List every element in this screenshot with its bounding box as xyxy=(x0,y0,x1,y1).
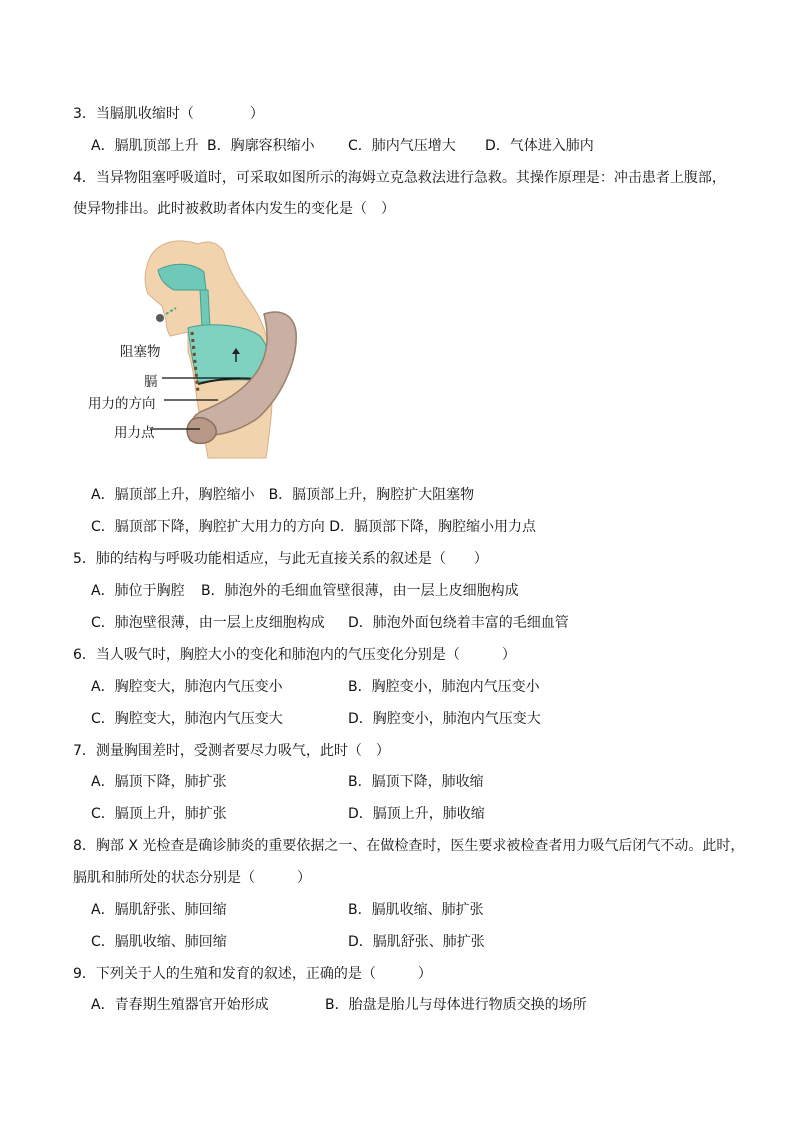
question-8-stem-line-1: 8．胸部 X 光检查是确诊肺炎的重要依据之一、在做检查时，医生要求被检查者用力吸气后闭气不动。此时， xyxy=(73,838,745,854)
question-6-option-d[interactable]: D．胸腔变小，肺泡内气压变大 xyxy=(348,711,541,727)
question-7-stem: 7．测量胸围差时，受测者要尽力吸气，此时（ ） xyxy=(73,743,390,759)
figure-label-diaphragm: 膈 xyxy=(144,374,158,390)
question-3-option-b[interactable]: B．胸廓容积缩小 xyxy=(207,138,315,154)
question-8-option-b[interactable]: B．膈肌收缩、肺扩张 xyxy=(348,902,484,918)
question-4-stem-line-2: 使异物排出。此时被救助者体内发生的变化是（ ） xyxy=(73,201,395,217)
question-9-option-a[interactable]: A．青春期生殖器官开始形成 xyxy=(91,997,269,1013)
question-6-option-a[interactable]: A．胸腔变大，肺泡内气压变小 xyxy=(91,679,283,695)
question-6-option-c[interactable]: C．胸腔变大，肺泡内气压变大 xyxy=(91,711,283,727)
figure-label-force-direction: 用力的方向 xyxy=(88,396,156,412)
question-9-option-b[interactable]: B．胎盘是胎儿与母体进行物质交换的场所 xyxy=(325,997,587,1013)
question-8-option-d[interactable]: D．膈肌舒张、肺扩张 xyxy=(348,934,485,950)
figure-label-obstruction: 阻塞物 xyxy=(120,344,161,360)
question-9-stem: 9．下列关于人的生殖和发育的叙述，正确的是（ ） xyxy=(73,966,432,982)
question-5-option-b[interactable]: B．肺泡外的毛细血管壁很薄，由一层上皮细胞构成 xyxy=(201,583,519,599)
question-4-stem-line-1: 4．当异物阻塞呼吸道时，可采取如图所示的海姆立克急救法进行急救。其操作原理是：冲击患者上腹部， xyxy=(73,170,726,186)
question-5-stem: 5．肺的结构与呼吸功能相适应，与此无直接关系的叙述是（ ） xyxy=(73,551,488,567)
question-6-option-b[interactable]: B．胸腔变小，肺泡内气压变小 xyxy=(348,679,540,695)
question-8-stem-line-2: 膈肌和肺所处的状态分别是（ ） xyxy=(73,870,311,886)
question-5-option-d[interactable]: D．肺泡外面包绕着丰富的毛细血管 xyxy=(348,615,569,631)
question-7-option-d[interactable]: D．膈顶上升，肺收缩 xyxy=(348,806,485,822)
heimlich-figure xyxy=(88,232,300,468)
question-3-option-c[interactable]: C．肺内气压增大 xyxy=(348,138,456,154)
question-4-options-row-2[interactable]: C．膈顶部下降，胸腔扩大用力的方向 D．膈顶部下降，胸腔缩小用力点 xyxy=(91,519,537,535)
question-7-option-a[interactable]: A．膈顶下降，肺扩张 xyxy=(91,774,227,790)
question-5-option-a[interactable]: A．肺位于胸腔 xyxy=(91,583,185,599)
question-7-option-c[interactable]: C．膈顶上升，肺扩张 xyxy=(91,806,227,822)
question-6-stem: 6．当人吸气时，胸腔大小的变化和肺泡内的气压变化分别是（ ） xyxy=(73,647,516,663)
question-3-option-a[interactable]: A．膈肌顶部上升 xyxy=(91,138,199,154)
question-8-option-c[interactable]: C．膈肌收缩、肺回缩 xyxy=(91,934,227,950)
question-5-option-c[interactable]: C．肺泡壁很薄，由一层上皮细胞构成 xyxy=(91,615,325,631)
question-8-option-a[interactable]: A．膈肌舒张、肺回缩 xyxy=(91,902,227,918)
question-3-stem: 3．当膈肌收缩时（ ） xyxy=(73,106,264,122)
figure-label-force-point: 用力点 xyxy=(114,425,155,441)
question-7-option-b[interactable]: B．膈顶下降，肺收缩 xyxy=(348,774,484,790)
question-3-option-d[interactable]: D．气体进入肺内 xyxy=(485,138,594,154)
question-4-options-row-1[interactable]: A．膈顶部上升，胸腔缩小 B．膈顶部上升，胸腔扩大阻塞物 xyxy=(91,487,475,503)
